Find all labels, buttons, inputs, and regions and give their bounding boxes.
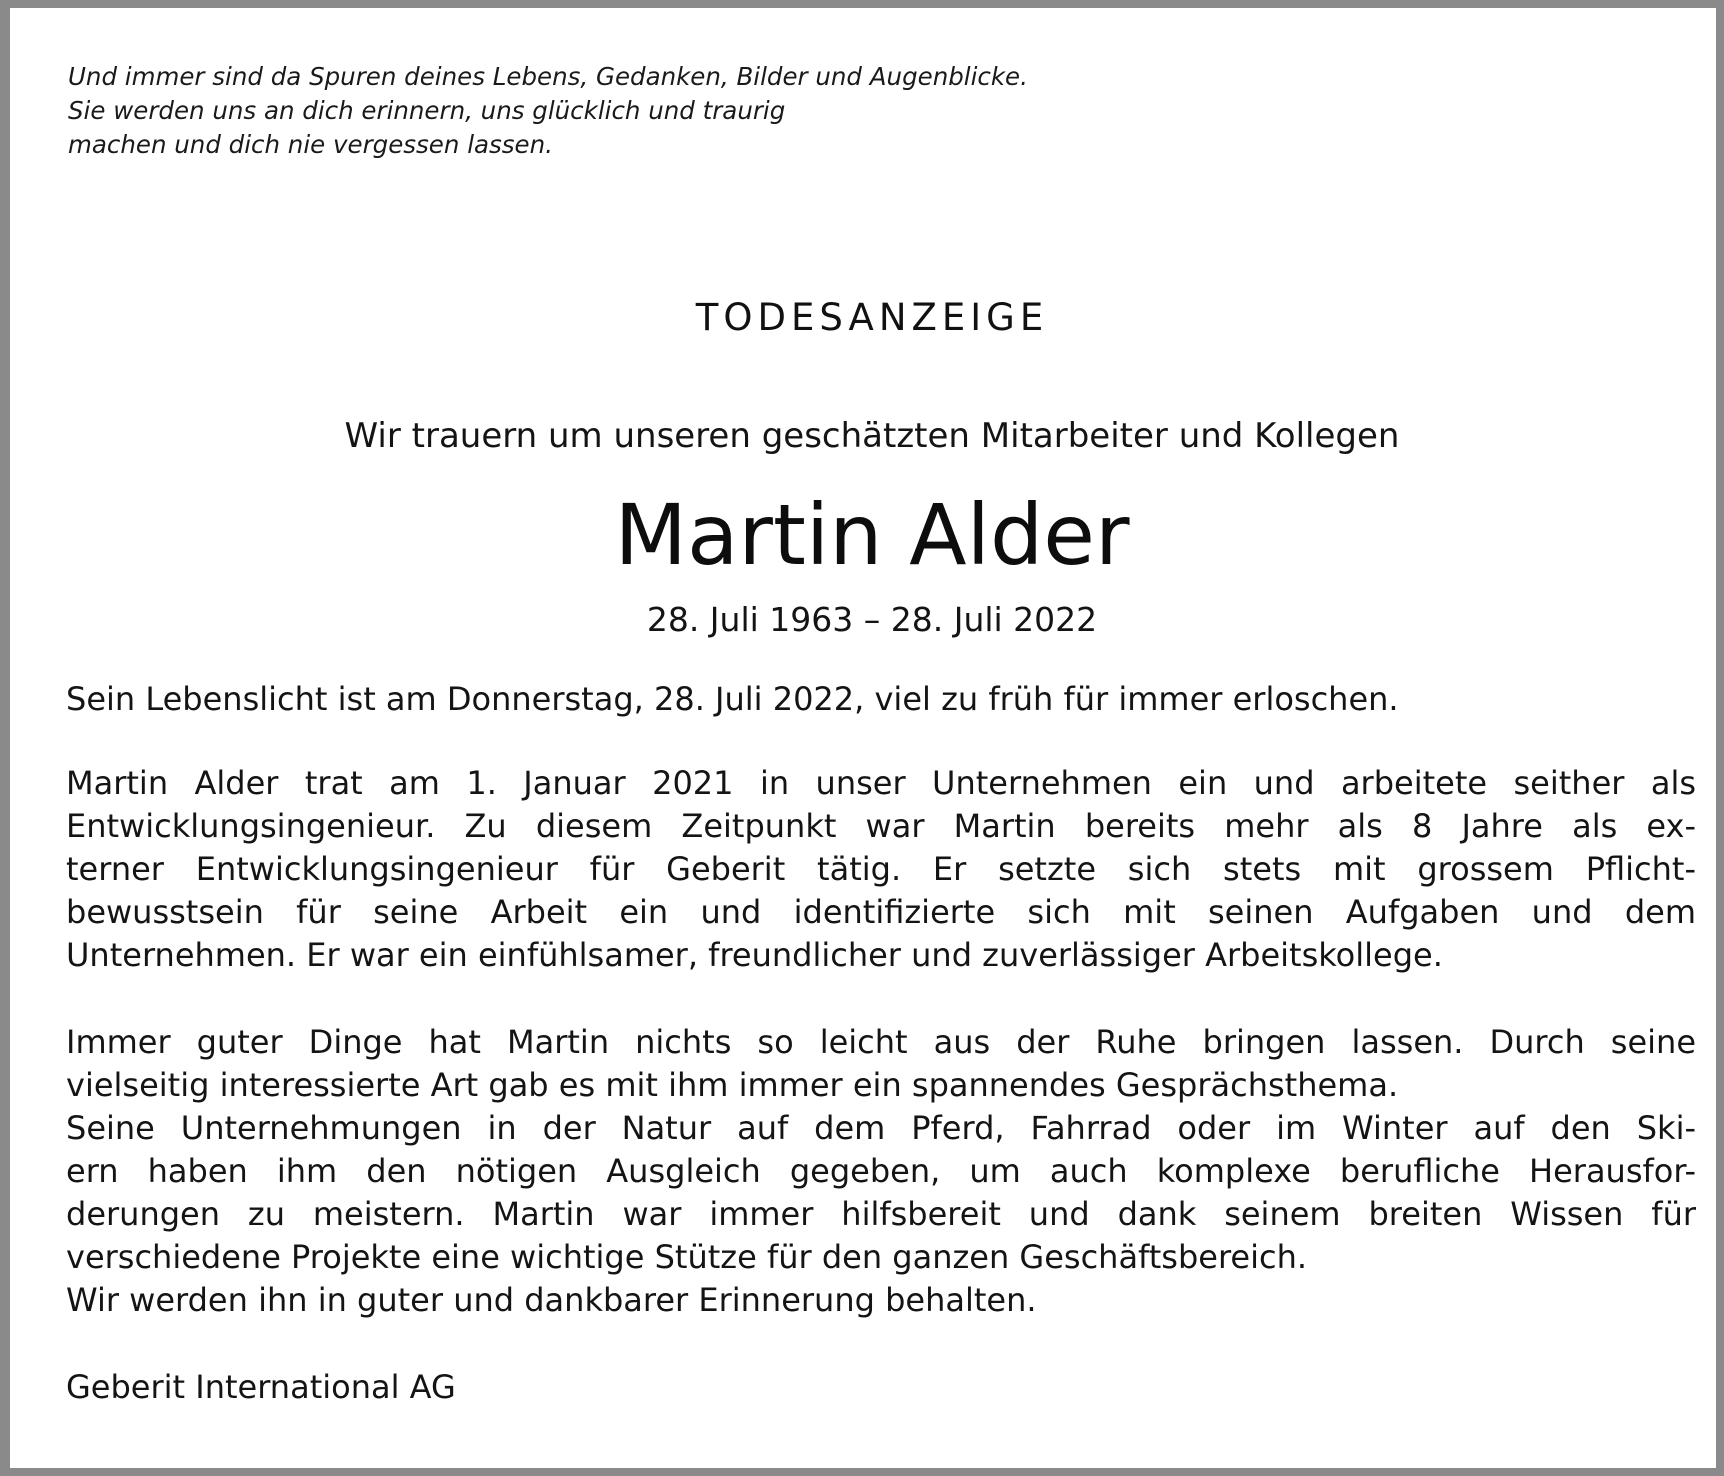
quote-line: Und immer sind da Spuren deines Lebens, Gedanken, Bilder und Augenblicke. bbox=[68, 62, 1028, 91]
quote-line: Sie werden uns an dich erinnern, uns glücklich und traurig bbox=[68, 96, 786, 125]
notice-heading: TODESANZEIGE bbox=[695, 296, 1049, 339]
paragraph-career bbox=[66, 762, 1696, 977]
paragraph-line: Entwicklungsingenieur. Zu diesem Zeitpunkt war Martin bereits mehr als 8 Jahre als ex- bbox=[66, 807, 1696, 845]
paragraph-line: bewusstsein für seine Arbeit ein und identifizierte sich mit seinen Aufgaben und dem bbox=[66, 893, 1696, 931]
paragraph-line: terner Entwicklungsingenieur für Geberit tätig. Er setzte sich stets mit grossem Pflicht- bbox=[66, 850, 1696, 888]
paragraph-line: vielseitig interessierte Art gab es mit ihm immer ein spannendes Gesprächsthema. bbox=[66, 1066, 1399, 1104]
intro-line: Wir trauern um unseren geschätzten Mitarbeiter und Kollegen bbox=[344, 416, 1400, 456]
paragraph-line: derungen zu meistern. Martin war immer hilfsbereit und dank seinem breiten Wissen für bbox=[66, 1195, 1696, 1233]
paragraph-line: verschiedene Projekte eine wichtige Stütze für den ganzen Geschäftsbereich. bbox=[66, 1238, 1308, 1276]
paragraph-line: Sein Lebenslicht ist am Donnerstag, 28. Juli 2022, viel zu früh für immer erloschen. bbox=[66, 680, 1399, 718]
quote-line: machen und dich nie vergessen lassen. bbox=[68, 130, 553, 159]
paragraph-passing bbox=[66, 678, 1696, 721]
paragraph-line: ern haben ihm den nötigen Ausgleich gegeben, um auch komplexe berufliche Herausfor- bbox=[66, 1152, 1696, 1190]
company-signature bbox=[66, 1366, 1696, 1409]
memorial-quote bbox=[68, 60, 1168, 162]
deceased-name: Martin Alder bbox=[614, 486, 1130, 584]
paragraph-personality bbox=[66, 1021, 1696, 1322]
paragraph-line: Immer guter Dinge hat Martin nichts so leicht aus der Ruhe bringen lassen. Durch seine bbox=[66, 1023, 1696, 1061]
paragraph-line: Wir werden ihn in guter und dankbarer Erinnerung behalten. bbox=[66, 1281, 1037, 1319]
signature-line: Geberit International AG bbox=[66, 1368, 456, 1406]
paragraph-line: Seine Unternehmungen in der Natur auf dem Pferd, Fahrrad oder im Winter auf den Ski- bbox=[66, 1109, 1696, 1147]
life-dates: 28. Juli 1963 – 28. Juli 2022 bbox=[646, 600, 1098, 639]
paragraph-line: Unternehmen. Er war ein einfühlsamer, freundlicher und zuverlässiger Arbeitskollege. bbox=[66, 936, 1443, 974]
paragraph-line: Martin Alder trat am 1. Januar 2021 in unser Unternehmen ein und arbeitete seither als bbox=[66, 764, 1696, 802]
